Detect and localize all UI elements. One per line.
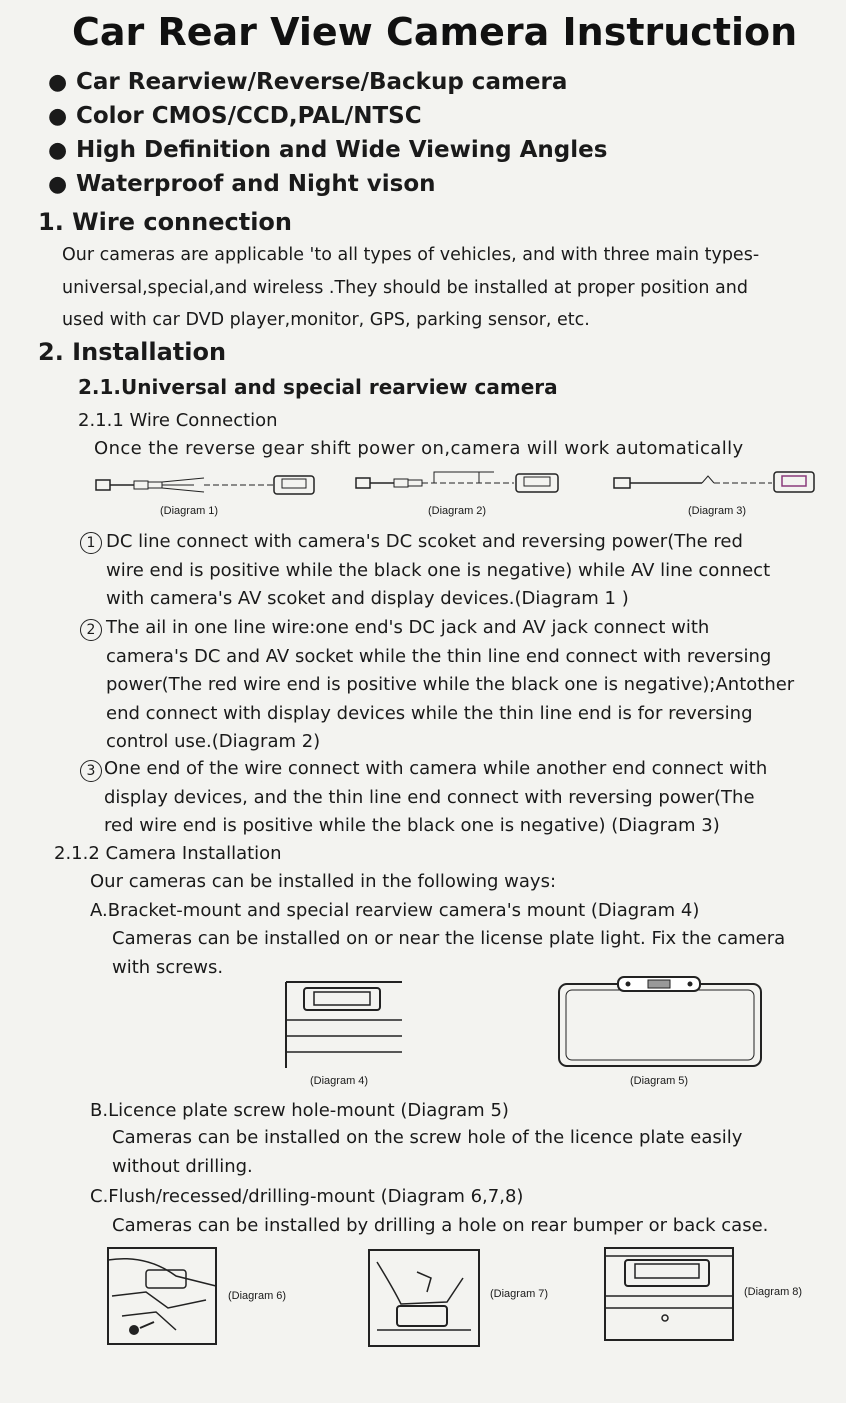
- diagram-8-illustration: [603, 1246, 735, 1342]
- section-2-heading: 2. Installation: [38, 338, 227, 366]
- method-c-title: C.Flush/recessed/drilling-mount (Diagram 6,7,8): [90, 1186, 524, 1207]
- wire-item-2: The ail in one line wire:one end's DC jack and AV jack connect with camera's DC and AV socket while the thin line end connect with reversing power(The red wire end is positive while the black one is negative);Antother end connect with display devices while the thin line end is for reversing control use.(Diagram 2): [106, 617, 795, 752]
- diagram-3-wire: [612, 468, 822, 498]
- feature-item: ● Color CMOS/CCD,PAL/NTSC: [48, 103, 422, 129]
- diagram-5-illustration: [556, 974, 766, 1070]
- diagram-7-illustration: [367, 1248, 481, 1348]
- method-b-title: B.Licence plate screw hole-mount (Diagram 5): [90, 1100, 509, 1121]
- wire-item-1: DC line connect with camera's DC scoket and reversing power(The red wire end is positive while the black one is negative) while AV line connect with camera's AV scoket and display devices.(Diagram 1 ): [106, 531, 771, 609]
- item-marker: 3: [80, 760, 102, 782]
- diagram-8-caption: (Diagram 8): [744, 1286, 803, 1298]
- item-marker: 2: [80, 619, 102, 641]
- diagram-3-caption: (Diagram 3): [688, 505, 747, 517]
- feature-item: ● Waterproof and Night vison: [48, 171, 436, 197]
- section-1-heading: 1. Wire connection: [38, 208, 293, 236]
- wire-intro: Once the reverse gear shift power on,camera will work automatically: [94, 438, 744, 459]
- section-1-text: Our cameras are applicable 'to all types of vehicles, and with three main types- universal,special,and wireless .They should be installed at proper position and used with car DVD player,monitor, GPS, parking sensor, etc.: [62, 245, 760, 330]
- feature-item: ● Car Rearview/Reverse/Backup camera: [48, 69, 568, 95]
- method-a-title: A.Bracket-mount and special rearview camera's mount (Diagram 4): [90, 900, 700, 921]
- section-2-1-heading: 2.1.Universal and special rearview camera: [78, 375, 558, 399]
- feature-list: [48, 66, 607, 202]
- feature-item: ● High Definition and Wide Viewing Angles: [48, 137, 608, 163]
- diagram-5-caption: (Diagram 5): [630, 1075, 689, 1087]
- method-b-text: Cameras can be installed on the screw hole of the licence plate easily without drilling.: [112, 1127, 743, 1177]
- diagram-4-illustration: [284, 978, 406, 1070]
- item-marker: 1: [80, 532, 102, 554]
- diagram-6-caption: (Diagram 6): [228, 1290, 287, 1302]
- method-c-text: Cameras can be installed by drilling a hole on rear bumper or back case.: [112, 1215, 769, 1236]
- diagram-2-caption: (Diagram 2): [428, 505, 487, 517]
- diagram-1-wire: [94, 470, 324, 500]
- diagram-1-caption: (Diagram 1): [160, 505, 219, 517]
- diagram-2-wire: [354, 468, 564, 498]
- install-intro: Our cameras can be installed in the following ways:: [90, 871, 557, 892]
- method-a-text: Cameras can be installed on or near the license plate light. Fix the camera with screws.: [112, 928, 786, 978]
- diagram-7-caption: (Diagram 7): [490, 1288, 549, 1300]
- section-2-1-1-heading: 2.1.1 Wire Connection: [78, 410, 278, 431]
- section-2-1-2-heading: 2.1.2 Camera Installation: [54, 843, 282, 864]
- diagram-6-illustration: [106, 1246, 218, 1346]
- page-title: Car Rear View Camera Instruction: [72, 10, 798, 54]
- wire-item-3: One end of the wire connect with camera while another end connect with display devices, and the thin line end connect with reversing power(The red wire end is positive while the black one is negative) (Diagram 3): [104, 758, 768, 836]
- diagram-4-caption: (Diagram 4): [310, 1075, 369, 1087]
